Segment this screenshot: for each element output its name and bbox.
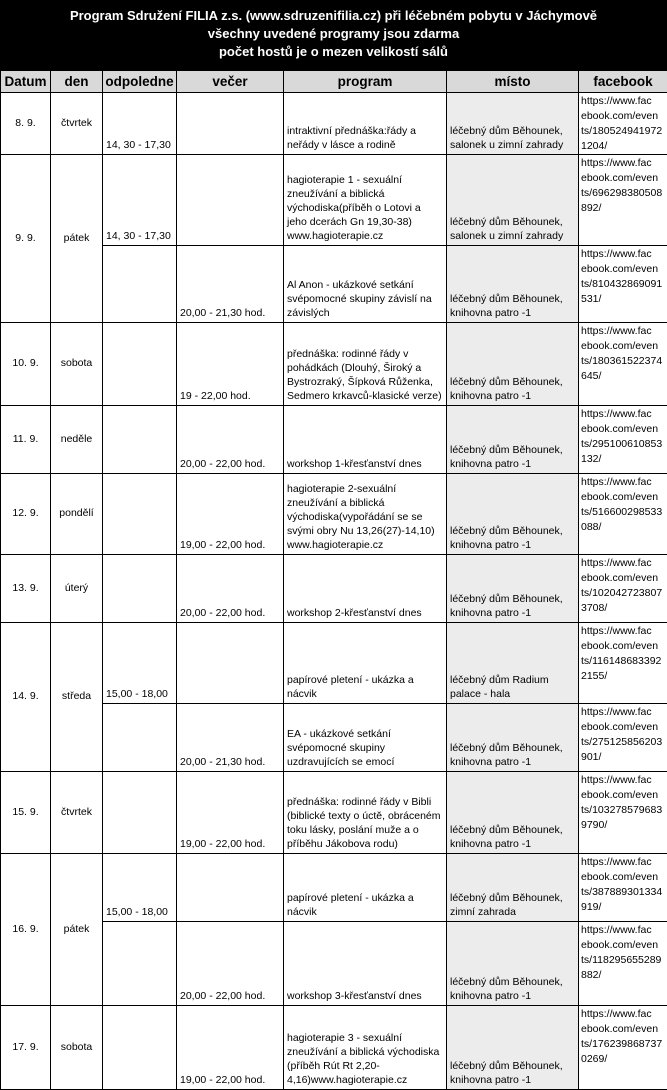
date-cell: 11. 9. <box>1 406 51 474</box>
day-cell: sobota <box>51 1006 103 1090</box>
afternoon-time-cell <box>103 246 177 323</box>
header-capacity-note: počet hostů je o mezen velikostí sálů <box>0 43 667 61</box>
program-cell: přednáška: rodinné řády v pohádkách (Dlouhý, Široký a Bystrozraký, Šípková Růženka, Sedmero krkavců-klasické verze) <box>284 323 447 406</box>
col-header-odpoledne: odpoledne <box>103 71 177 93</box>
evening-time-cell <box>177 93 284 155</box>
evening-time-cell <box>177 623 284 704</box>
afternoon-time-cell: 14, 30 - 17,30 <box>103 155 177 246</box>
facebook-link-cell[interactable]: https://www.fac ebook.com/even ts/387889301334 919/ <box>579 854 667 922</box>
facebook-link-cell[interactable]: https://www.fac ebook.com/even ts/103278579683 9790/ <box>579 772 667 854</box>
place-cell: léčebný dům Běhounek, salonek u zimní zahrady <box>447 155 579 246</box>
program-table <box>0 70 667 1090</box>
evening-time-cell <box>177 854 284 922</box>
place-cell: léčebný dům Běhounek, knihovna patro -1 <box>447 555 579 623</box>
col-header-facebook: facebook <box>579 71 667 93</box>
table-row <box>1 323 667 406</box>
place-cell: léčebný dům Běhounek, knihovna patro -1 <box>447 922 579 1006</box>
program-cell: papírové pletení - ukázka a nácvik <box>284 854 447 922</box>
date-cell: 14. 9. <box>1 623 51 772</box>
evening-time-cell: 20,00 - 22,00 hod. <box>177 922 284 1006</box>
afternoon-time-cell <box>103 406 177 474</box>
table-row <box>1 623 667 704</box>
afternoon-time-cell <box>103 474 177 555</box>
table-header-row <box>1 71 667 93</box>
date-cell: 15. 9. <box>1 772 51 854</box>
place-cell: léčebný dům Běhounek, knihovna patro -1 <box>447 1006 579 1090</box>
day-cell: úterý <box>51 555 103 623</box>
table-row <box>1 406 667 474</box>
facebook-link-cell[interactable]: https://www.fac ebook.com/even ts/118295655289 882/ <box>579 922 667 1006</box>
place-cell: léčebný dům Běhounek, knihovna patro -1 <box>447 772 579 854</box>
afternoon-time-cell <box>103 922 177 1006</box>
day-cell: pátek <box>51 854 103 1006</box>
program-cell: workshop 1-křesťanství dnes <box>284 406 447 474</box>
header-title: Program Sdružení FILIA z.s. (www.sdruzenifilia.cz) při léčebném pobytu v Jáchymově <box>0 7 667 25</box>
evening-time-cell: 19,00 - 22,00 hod. <box>177 474 284 555</box>
afternoon-time-cell: 14, 30 - 17,30 <box>103 93 177 155</box>
day-cell: pondělí <box>51 474 103 555</box>
place-cell: léčebný dům Běhounek, knihovna patro -1 <box>447 323 579 406</box>
date-cell: 12. 9. <box>1 474 51 555</box>
afternoon-time-cell <box>103 555 177 623</box>
day-cell: středa <box>51 623 103 772</box>
program-cell: intraktivní přednáška:řády a neřády v lásce a rodině <box>284 93 447 155</box>
evening-time-cell: 20,00 - 22,00 hod. <box>177 406 284 474</box>
date-cell: 17. 9. <box>1 1006 51 1090</box>
facebook-link-cell[interactable]: https://www.fac ebook.com/even ts/102042723807 3708/ <box>579 555 667 623</box>
program-cell: Al Anon - ukázkové setkání svépomocné skupiny závislí na závislých <box>284 246 447 323</box>
facebook-link-cell[interactable]: https://www.fac ebook.com/even ts/810432869091 531/ <box>579 246 667 323</box>
facebook-link-cell[interactable]: https://www.fac ebook.com/even ts/180524941972 1204/ <box>579 93 667 155</box>
place-cell: léčebný dům Běhounek, knihovna patro -1 <box>447 704 579 772</box>
col-header-den: den <box>51 71 103 93</box>
afternoon-time-cell <box>103 1006 177 1090</box>
day-cell: sobota <box>51 323 103 406</box>
table-row <box>1 1006 667 1090</box>
program-cell: EA - ukázkové setkání svépomocné skupiny uzdravujících se emocí <box>284 704 447 772</box>
col-header-misto: místo <box>447 71 579 93</box>
table-row <box>1 772 667 854</box>
program-cell: workshop 2-křesťanství dnes <box>284 555 447 623</box>
table-row <box>1 155 667 246</box>
evening-time-cell: 20,00 - 21,30 hod. <box>177 246 284 323</box>
table-row <box>1 93 667 155</box>
col-header-datum: Datum <box>1 71 51 93</box>
date-cell: 8. 9. <box>1 93 51 155</box>
place-cell: léčebný dům Radium palace - hala <box>447 623 579 704</box>
date-cell: 9. 9. <box>1 155 51 323</box>
afternoon-time-cell <box>103 772 177 854</box>
place-cell: léčebný dům Běhounek, zimní zahrada <box>447 854 579 922</box>
table-row <box>1 854 667 922</box>
facebook-link-cell[interactable]: https://www.fac ebook.com/even ts/516600298533 088/ <box>579 474 667 555</box>
evening-time-cell: 19 - 22,00 hod. <box>177 323 284 406</box>
table-body <box>1 93 667 1090</box>
table-row <box>1 474 667 555</box>
afternoon-time-cell <box>103 704 177 772</box>
day-cell: čtvrtek <box>51 93 103 155</box>
facebook-link-cell[interactable]: https://www.fac ebook.com/even ts/176239868737 0269/ <box>579 1006 667 1090</box>
evening-time-cell: 19,00 - 22,00 hod. <box>177 772 284 854</box>
facebook-link-cell[interactable]: https://www.fac ebook.com/even ts/180361522374 645/ <box>579 323 667 406</box>
table-row <box>1 555 667 623</box>
place-cell: léčebný dům Běhounek, knihovna patro -1 <box>447 246 579 323</box>
day-cell: pátek <box>51 155 103 323</box>
facebook-link-cell[interactable]: https://www.fac ebook.com/even ts/696298380508 892/ <box>579 155 667 246</box>
evening-time-cell: 20,00 - 21,30 hod. <box>177 704 284 772</box>
place-cell: léčebný dům Běhounek, knihovna patro -1 <box>447 406 579 474</box>
evening-time-cell <box>177 155 284 246</box>
place-cell: léčebný dům Běhounek, salonek u zimní zahrady <box>447 93 579 155</box>
day-cell: neděle <box>51 406 103 474</box>
program-cell: přednáška: rodinné řády v Bibli (biblické texty o úctě, obráceném toku lásky, poslání muže a o příběhu Jákobova rodu) <box>284 772 447 854</box>
program-cell: workshop 3-křesťanství dnes <box>284 922 447 1006</box>
afternoon-time-cell: 15,00 - 18,00 <box>103 854 177 922</box>
program-cell: papírové pletení - ukázka a nácvik <box>284 623 447 704</box>
day-cell: čtvrtek <box>51 772 103 854</box>
program-cell: hagioterapie 3 - sexuální zneužívání a biblická východiska (příběh Rút Rt 2,20- 4,16)www.hagioterapie.cz <box>284 1006 447 1090</box>
date-cell: 13. 9. <box>1 555 51 623</box>
header-subtitle: všechny uvedené programy jsou zdarma <box>0 25 667 43</box>
place-cell: léčebný dům Běhounek, knihovna patro -1 <box>447 474 579 555</box>
facebook-link-cell[interactable]: https://www.fac ebook.com/even ts/295100610853 132/ <box>579 406 667 474</box>
afternoon-time-cell <box>103 323 177 406</box>
program-cell: hagioterapie 2-sexuální zneužívání a biblická východiska(vypořádání se se svými obry Nu 13,26(27)-14,10) www.hagioterapie.cz <box>284 474 447 555</box>
page-header <box>0 0 667 70</box>
date-cell: 16. 9. <box>1 854 51 1006</box>
date-cell: 10. 9. <box>1 323 51 406</box>
col-header-program: program <box>284 71 447 93</box>
afternoon-time-cell: 15,00 - 18,00 <box>103 623 177 704</box>
program-cell: hagioterapie 1 - sexuální zneužívání a biblická východiska(příběh o Lotovi a jeho dcerách Gn 19,30-38) www.hagioterapie.cz <box>284 155 447 246</box>
evening-time-cell: 19,00 - 22,00 hod. <box>177 1006 284 1090</box>
facebook-link-cell[interactable]: https://www.fac ebook.com/even ts/116148683392 2155/ <box>579 623 667 704</box>
evening-time-cell: 20,00 - 22,00 hod. <box>177 555 284 623</box>
facebook-link-cell[interactable]: https://www.fac ebook.com/even ts/275125856203 901/ <box>579 704 667 772</box>
col-header-vecer: večer <box>177 71 284 93</box>
